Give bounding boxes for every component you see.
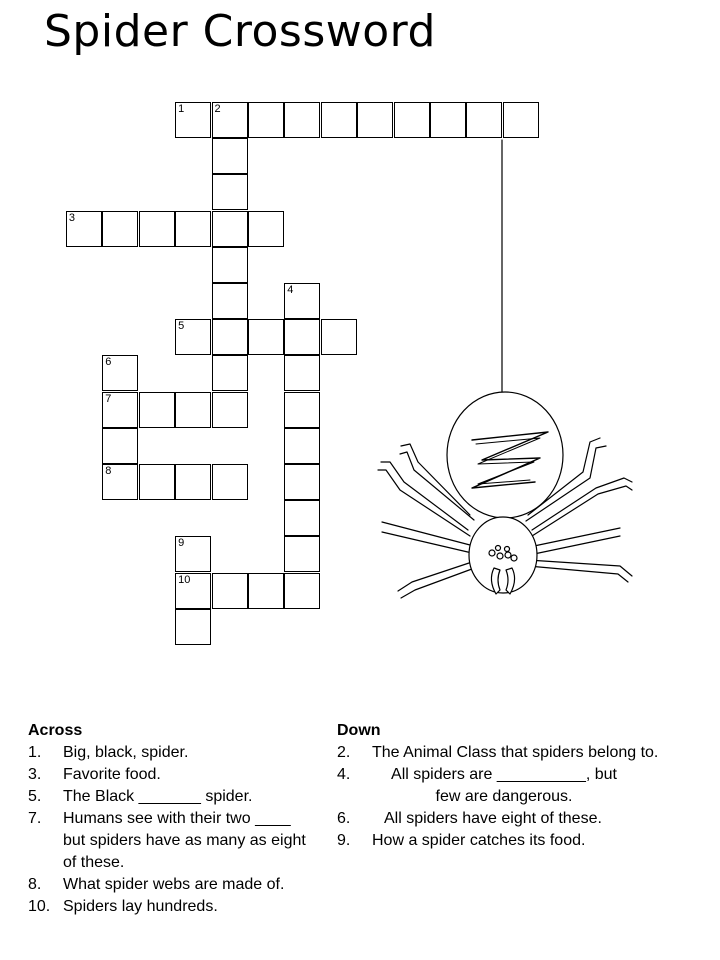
clue-number: 1 [178,103,185,115]
grid-cell[interactable] [102,211,138,247]
grid-cell[interactable] [284,536,320,572]
clue-text: The Black _______ spider. [63,788,253,805]
across-clue [28,742,308,764]
across-clue [28,874,308,896]
clue-num: 5. [28,788,42,805]
page-title: Spider Crossword [44,6,436,57]
grid-cell[interactable] [212,211,248,247]
down-heading: Down [337,722,381,739]
grid-cell[interactable] [212,573,248,609]
grid-cell[interactable] [212,174,248,210]
grid-cell[interactable] [102,464,138,500]
grid-cell[interactable] [321,319,357,355]
grid-cell[interactable] [139,464,175,500]
grid-cell[interactable] [284,573,320,609]
grid-cell[interactable] [284,428,320,464]
clue-number: 7 [105,392,112,405]
grid-cell[interactable] [212,247,248,283]
across-clue [28,764,308,786]
clue-text: How a spider catches its food. [372,832,586,849]
grid-cell[interactable] [175,319,211,355]
clue-number: 9 [178,537,185,550]
clue-number: 5 [178,320,185,333]
grid-cell[interactable] [284,464,320,500]
grid-cell[interactable] [175,573,211,609]
clue-text: Spiders lay hundreds. [63,898,218,915]
down-clue [337,830,717,852]
clue-number: 2 [214,103,221,115]
grid-cell[interactable] [175,609,211,645]
grid-cell[interactable] [212,102,248,138]
grid-cell[interactable] [175,464,211,500]
grid-cell[interactable] [139,392,175,428]
clue-number: 3 [68,211,76,224]
clue-text: All spiders have eight of these. [384,810,602,827]
clue-num: 10. [28,898,51,915]
grid-cell[interactable] [284,319,320,355]
across-clue [28,786,308,808]
clue-num: 1. [28,744,42,761]
clue-text: What spider webs are made of. [63,876,285,893]
grid-cell[interactable] [212,392,248,428]
clue-number: 10 [178,573,191,586]
grid-cell[interactable] [212,283,248,319]
grid-cell[interactable] [284,392,320,428]
clue-num: 6. [337,810,351,827]
grid-cell[interactable] [321,102,357,138]
grid-cell[interactable] [212,464,248,500]
grid-cell[interactable] [284,500,320,536]
grid-cell[interactable] [175,102,211,138]
grid-cell[interactable] [284,355,320,391]
grid-cell[interactable] [248,573,284,609]
grid-cell[interactable] [175,392,211,428]
grid-cell[interactable] [102,355,138,391]
down-clue [337,808,717,830]
grid-cell[interactable] [139,211,175,247]
spider-icon [360,130,650,610]
down-clue [337,764,717,808]
clue-text: Humans see with their two ____ but spiders have as many as eight of these. [63,810,306,871]
across-clues [28,720,308,918]
clue-num: 3. [28,766,42,783]
clue-num: 9. [337,832,351,849]
grid-cell[interactable] [212,138,248,174]
grid-cell[interactable] [284,102,320,138]
grid-cell[interactable] [175,536,211,572]
grid-cell[interactable] [248,211,284,247]
clue-num: 7. [28,810,42,827]
clue-text: The Animal Class that spiders belong to. [372,744,659,761]
grid-cell[interactable] [284,283,320,319]
grid-cell[interactable] [66,211,102,247]
grid-cell[interactable] [212,355,248,391]
clue-number: 6 [105,356,112,369]
clue-num: 4. [337,766,351,783]
clue-text: Favorite food. [63,766,161,783]
grid-cell[interactable] [175,211,211,247]
clue-text: Big, black, spider. [63,744,189,761]
down-clues [337,720,717,852]
down-clue [337,742,717,764]
clue-number: 4 [287,284,294,296]
clue-num: 2. [337,744,351,761]
grid-cell[interactable] [248,319,284,355]
grid-cell[interactable] [102,428,138,464]
across-clue [28,896,308,918]
grid-cell[interactable] [212,319,248,355]
across-heading: Across [28,722,83,739]
across-clue [28,808,308,874]
grid-cell[interactable] [248,102,284,138]
grid-cell[interactable] [102,392,138,428]
clue-text: All spiders are __________, but few are dangerous. [391,766,617,805]
clue-number: 8 [105,465,112,477]
clue-num: 8. [28,876,42,893]
